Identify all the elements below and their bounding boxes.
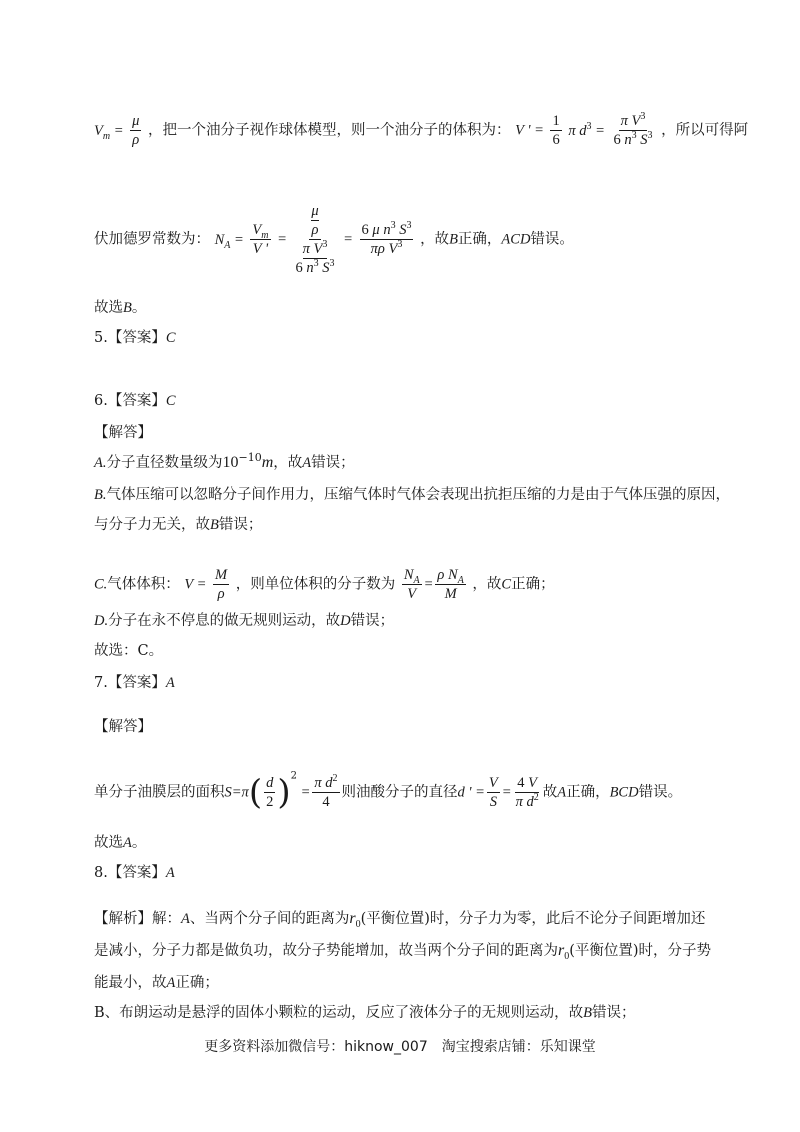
- option-d-line: [94, 610, 394, 632]
- option-letter: B: [210, 517, 219, 533]
- option-letter: B: [94, 1005, 105, 1021]
- option-b-line-1: [94, 484, 730, 506]
- fraction-one-sixth: $\frac{1}{6}$: [552, 113, 560, 148]
- answer-value: A: [165, 865, 175, 881]
- text-segment: 错误。: [638, 784, 683, 801]
- text-segment: 故选: [94, 835, 123, 851]
- text-segment: 错误；: [350, 613, 395, 629]
- text-segment: 。: [131, 835, 147, 851]
- text-segment: 与分子力无关，故: [94, 517, 210, 533]
- answer-label: 5.【答案】: [94, 330, 166, 346]
- conclusion-7: [94, 832, 146, 854]
- answer-value: C: [165, 393, 176, 409]
- text-segment: ，则单位体积的分子数为: [235, 576, 396, 593]
- text-segment: 故选: [94, 300, 123, 316]
- text-segment: 【解答】: [94, 719, 152, 735]
- text-segment: 【解析】解：: [94, 911, 181, 927]
- answer-6: [94, 390, 176, 412]
- formula-line-2: 伏加德罗常数为： $N_A$ = $\frac{V_m}{V '}$ = μ ρ π $V^3$ 6 $n^3$ $S^3$ = $\frac{6 \mu n^3 S^3}{\pi\rho V^3}$ ，故B正确，ACD错误。: [94, 203, 574, 276]
- formula-na: $N_A$ =: [214, 231, 244, 251]
- fraction-4v-pi-d2: $\frac{4 V}{\pi d^2}$: [515, 775, 539, 810]
- option-letter: A: [302, 455, 312, 471]
- conclusion-6: [94, 640, 163, 662]
- unit: m: [261, 454, 274, 471]
- text-segment: 错误；: [311, 455, 355, 471]
- answer-8: [94, 862, 175, 884]
- text-segment: 正确，: [457, 231, 502, 248]
- q7-formula-line: 单分子油膜层的面积S=π( $\frac{d}{2}$ )$^2$ = $\frac{\pi d^2}{4}$ 则油酸分子的直径d ' = $\frac{V}{S}$ = $\frac{4 V}{\pi d^2}$ 故A正确，BCD错误。: [94, 770, 683, 813]
- option-letter: D: [340, 613, 351, 629]
- option-letter: A: [181, 911, 190, 927]
- text-segment: 故选：C。: [94, 643, 164, 659]
- text-segment: 分子在永不停息的做无规则运动，故: [108, 613, 341, 629]
- text-segment: 能最小，故: [94, 975, 167, 991]
- text-segment: ，故: [472, 576, 502, 593]
- solution-heading: [94, 716, 152, 738]
- formula-vm: $V_m$ =: [94, 122, 124, 142]
- text-segment: 气体压缩可以忽略分子间作用力，压缩气体时气体会表现出抗拒压缩的力是由于气体压强的原因，: [106, 487, 730, 503]
- answer-label: 7.【答案】: [94, 675, 166, 691]
- text-segment: 分子直径数量级为: [106, 455, 223, 471]
- answer-label: 8.【答案】: [94, 865, 166, 881]
- text-segment: 正确；: [511, 576, 555, 593]
- option-letters: BCD: [609, 784, 639, 801]
- analysis-line-2: [94, 940, 711, 962]
- formula-line-1: [94, 112, 748, 149]
- text-segment: ，故: [273, 455, 303, 471]
- analysis-line-1: [94, 908, 705, 930]
- formula-v-prime: V ' =: [515, 122, 544, 139]
- text-segment: 错误；: [218, 517, 263, 533]
- answer-7: [94, 672, 175, 694]
- text-segment: 正确；: [175, 975, 219, 991]
- option-letter: B: [583, 1005, 593, 1021]
- text-segment: 单分子油膜层的面积: [94, 784, 225, 801]
- text-segment: 【解答】: [94, 425, 152, 441]
- number-value: 10: [222, 454, 239, 471]
- text-segment: ，故: [420, 231, 450, 248]
- text-segment: 错误。: [530, 231, 574, 248]
- formula-pi-d3: π $d^3$ =: [568, 120, 605, 139]
- analysis-line-4: [94, 1002, 636, 1024]
- text-segment: (平衡位置)时，分子势: [569, 943, 712, 959]
- fraction-m-rho: $\frac{M}{\rho}$: [215, 567, 228, 602]
- option-b-line-2: [94, 514, 262, 536]
- formula-r0: $r_0$: [349, 910, 361, 931]
- fraction-mu-rho: $\frac{\mu}{\rho}$: [132, 113, 140, 148]
- text-segment: 气体体积：: [107, 576, 180, 593]
- option-letter: D.: [94, 613, 109, 629]
- text-segment: ，把一个油分子视作球体模型，则一个油分子的体积为：: [148, 122, 511, 139]
- answer-value: A: [165, 675, 175, 691]
- fraction-d-2: $\frac{d}{2}$: [266, 775, 274, 810]
- option-a-line: [94, 452, 355, 474]
- fraction-na-v: $\frac{N_A}{V}$: [403, 567, 420, 602]
- fraction-result: $\frac{6 \mu n^3 S^3}{\pi\rho V^3}$: [361, 220, 412, 257]
- fraction-vm-vprime: $\frac{V_m}{V '}$: [252, 222, 269, 257]
- text-segment: (平衡位置)时，分子力为零，此后不论分子间距增加还: [360, 911, 706, 927]
- option-letters: ACD: [501, 231, 531, 248]
- text-segment: 是减小，分子力都是做负功，故分子势能增加，故当两个分子间的距离为: [94, 943, 558, 959]
- option-letter: C: [501, 576, 512, 593]
- fraction-piv3-6n3s3: $\frac{\pi V^3}{6 n^3 S^3}$: [613, 111, 653, 148]
- analysis-line-3: [94, 972, 219, 994]
- fraction-v-s: $\frac{V}{S}$: [488, 775, 498, 810]
- option-letter: C.: [94, 576, 108, 593]
- answer-label: 6.【答案】: [94, 393, 166, 409]
- conclusion-line: [94, 297, 146, 319]
- fraction-rho-na-m: $\frac{\rho N_A}{M}$: [437, 567, 464, 602]
- option-letter: A.: [94, 455, 107, 471]
- option-letter: B: [449, 231, 458, 248]
- page-footer: 更多资料添加微信号：hiknow_007 淘宝搜索店铺：乐知课堂: [204, 1039, 596, 1055]
- option-letter: B: [123, 300, 132, 316]
- text-segment: 。: [131, 300, 147, 316]
- formula-r0: $r_0$: [558, 942, 570, 963]
- text-segment: 正确，: [566, 784, 610, 801]
- option-letter: B.: [94, 487, 107, 503]
- fraction-pi-d2-4: $\frac{\pi d^2}{4}$: [314, 773, 338, 810]
- text-segment: 错误；: [592, 1005, 636, 1021]
- exponent: −10: [238, 451, 262, 465]
- text-segment: 、布朗运动是悬浮的固体小颗粒的运动，反应了液体分子的无规则运动，故: [104, 1005, 584, 1021]
- fraction-compound: μ ρ π $V^3$ 6 $n^3$ $S^3$: [295, 203, 335, 276]
- text-segment: ，所以可得阿: [661, 122, 749, 139]
- option-letter: A: [123, 835, 132, 851]
- text-segment: 则油酸分子的直径: [341, 784, 458, 801]
- text-segment: 、当两个分子间的距离为: [189, 911, 350, 927]
- solution-heading: [94, 422, 152, 444]
- answer-5: [94, 327, 176, 349]
- text-segment: 故: [542, 784, 558, 801]
- answer-value: C: [165, 330, 176, 346]
- option-letter: A: [557, 784, 567, 801]
- text-segment: 伏加德罗常数为：: [94, 231, 210, 248]
- option-letter: A: [166, 975, 176, 991]
- option-c-line: C.气体体积： V = $\frac{M}{\rho}$ ，则单位体积的分子数为 $\frac{N_A}{V}$ = $\frac{\rho N_A}{M}$ ，故C正确；: [94, 567, 555, 602]
